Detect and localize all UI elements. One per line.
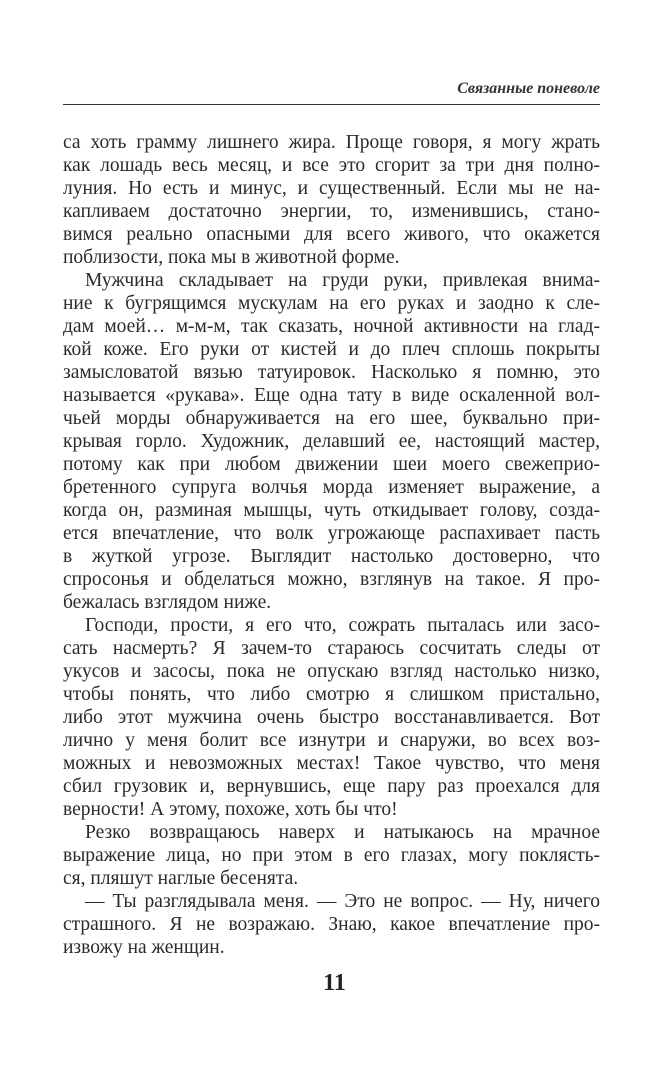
text-line: поблизости, пока мы в животной форме. (63, 247, 400, 268)
text-line: Резко возвращаюсь наверх и натыкаюсь на мрачное (85, 822, 600, 843)
text-line: либо этот мужчина очень быстро восстанавливается. Вот (63, 707, 600, 728)
text-line: Мужчина складывает на груди руки, привлекая внима- (85, 270, 600, 291)
text-line: выражение лица, но при этом в его глазах, могу поклясть- (63, 845, 600, 866)
text-line: можных и невозможных местах! Такое чувство, что меня (63, 753, 600, 774)
paragraph (63, 131, 600, 269)
text-line: лично у меня болит все изнутри и снаружи, во всех воз- (63, 730, 600, 751)
header-rule (63, 104, 600, 105)
text-line: спросонья и обделаться можно, взглянув на такое. Я про- (63, 569, 600, 590)
text-line: чьей морды обнаруживается на его шее, буквально при- (63, 408, 600, 429)
text-line: называется «рукава». Еще одна тату в виде оскаленной вол- (63, 385, 600, 406)
paragraph (63, 269, 600, 614)
paragraph (63, 821, 600, 890)
text-line: бретенного супруга волчья морда изменяет выражение, а (63, 477, 600, 498)
paragraph (63, 890, 600, 959)
text-line: извожу на женщин. (63, 937, 225, 958)
text-line: са хоть грамму лишнего жира. Проще говоря, я могу жрать (63, 132, 600, 153)
text-line: кой коже. Его руки от кистей и до плеч сплошь покрыты (63, 339, 600, 360)
paragraph (63, 614, 600, 821)
text-line: сать насмерть? Я зачем-то стараюсь сосчитать следы от (63, 638, 600, 659)
text-line: вимся реально опасными для всего живого, что окажется (63, 224, 600, 245)
text-line: бежалась взглядом ниже. (63, 592, 272, 613)
text-line: в жуткой угрозе. Выглядит настолько достоверно, что (63, 546, 600, 567)
page-number: 11 (323, 970, 346, 996)
text-line: замысловатой вязью татуировок. Насколько я помню, это (63, 362, 600, 383)
text-line: ние к бугрящимся мускулам на его руках и заодно к сле- (63, 293, 600, 314)
text-line: чтобы понять, что либо смотрю я слишком пристально, (63, 684, 600, 705)
text-line: сбил грузовик и, вернувшись, еще пару раз проехался для (63, 776, 600, 797)
text-line: когда он, разминая мышцы, чуть откидывает голову, созда- (63, 500, 600, 521)
text-line: верности! А этому, похоже, хоть бы что! (63, 799, 398, 820)
text-line: луния. Но есть и минус, и существенный. Если мы не на- (63, 178, 600, 199)
text-line: крывая горло. Художник, делавший ее, настоящий мастер, (63, 431, 600, 452)
text-line: дам моей… м-м-м, так сказать, ночной активности на глад- (63, 316, 600, 337)
text-line: страшного. Я не возражаю. Знаю, какое впечатление про- (63, 914, 600, 935)
text-line: как лошадь весь месяц, и все это сгорит за три дня полно- (63, 155, 600, 176)
text-line: потому как при любом движении шеи моего свежеприо- (63, 454, 600, 475)
running-head-title: Связанные поневоле (457, 80, 600, 97)
text-line: Господи, прости, я его что, сожрать пыталась или засо- (85, 615, 600, 636)
text-line: ся, пляшут наглые бесенята. (63, 868, 299, 889)
text-line: укусов и засосы, пока не опускаю взгляд настолько низко, (63, 661, 600, 682)
body-text (63, 131, 600, 959)
text-line: капливаем достаточно энергии, то, изменившись, стано- (63, 201, 600, 222)
text-line: ется впечатление, что волк угрожающе распахивает пасть (63, 523, 600, 544)
text-line: — Ты разглядывала меня. — Это не вопрос. — Ну, ничего (85, 891, 600, 912)
